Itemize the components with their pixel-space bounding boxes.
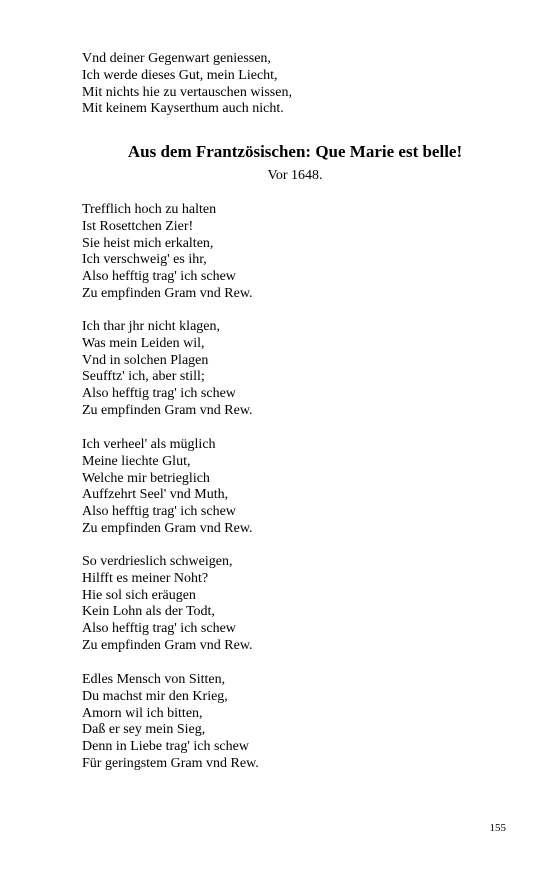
poem-line: Mit keinem Kayserthum auch nicht.	[82, 101, 284, 117]
poem-line: Hie sol sich eräugen	[82, 587, 196, 603]
poem-line: Also hefftig trag' ich schew	[82, 621, 236, 637]
poem-line: Welche mir betrieglich	[82, 470, 210, 486]
poem-line: Also hefftig trag' ich schew	[82, 269, 236, 285]
poem-line: Ich verschweig' es ihr,	[82, 252, 207, 268]
poem-line: So verdrieslich schweigen,	[82, 554, 233, 569]
poem-line: Hilfft es meiner Noht?	[82, 570, 209, 586]
poem-line: Ist Rosettchen Zier!	[82, 218, 194, 234]
poem-line: Sie heist mich erkalten,	[82, 235, 214, 251]
page-number: 155	[489, 822, 506, 834]
poem-line: Also hefftig trag' ich schew	[82, 504, 236, 520]
poem-line: Edles Mensch von Sitten,	[82, 672, 226, 687]
stanza	[82, 672, 512, 773]
poem-line: Was mein Leiden wil,	[82, 335, 205, 351]
poem-line: Vnd deiner Gegenwart geniessen,	[82, 51, 271, 66]
poem-line: Denn in Liebe trag' ich schew	[82, 739, 249, 755]
poem-line: Seufftz' ich, aber still;	[82, 369, 205, 385]
poem-line: Zu empfinden Gram vnd Rew.	[82, 285, 253, 301]
poem-line: Meine liechte Glut,	[82, 453, 191, 469]
poem-title: Aus dem Frantzösischen: Que Marie est belle!	[127, 142, 463, 161]
previous-poem-ending	[82, 51, 512, 118]
poem-line: Zu empfinden Gram vnd Rew.	[82, 402, 253, 418]
poem-line: Auffzehrt Seel' vnd Muth,	[82, 487, 229, 503]
poem-line: Vnd in solchen Plagen	[82, 352, 209, 368]
poem-line: Trefflich hoch zu halten	[82, 202, 217, 217]
poem-line: Zu empfinden Gram vnd Rew.	[82, 520, 253, 536]
poem-line: Zu empfinden Gram vnd Rew.	[82, 637, 253, 653]
poem-line: Also hefftig trag' ich schew	[82, 386, 236, 402]
poem-line: Für geringstem Gram vnd Rew.	[82, 755, 259, 771]
stanza	[82, 554, 512, 655]
poem-date: Vor 1648.	[267, 168, 323, 183]
stanza	[82, 202, 512, 303]
poem-line: Du machst mir den Krieg,	[82, 688, 228, 704]
poem-line: Kein Lohn als der Todt,	[82, 604, 215, 620]
poem-line: Amorn wil ich bitten,	[82, 705, 203, 721]
poem-line: Daß er sey mein Sieg,	[82, 722, 206, 738]
poem-line: Ich verheel' als müglich	[82, 437, 216, 452]
poem-line: Ich thar jhr nicht klagen,	[82, 319, 221, 334]
stanza	[82, 437, 512, 538]
poem-line: Ich werde dieses Gut, mein Liecht,	[82, 67, 278, 83]
stanza	[82, 319, 512, 420]
poem-line: Mit nichts hie zu vertauschen wissen,	[82, 84, 292, 100]
